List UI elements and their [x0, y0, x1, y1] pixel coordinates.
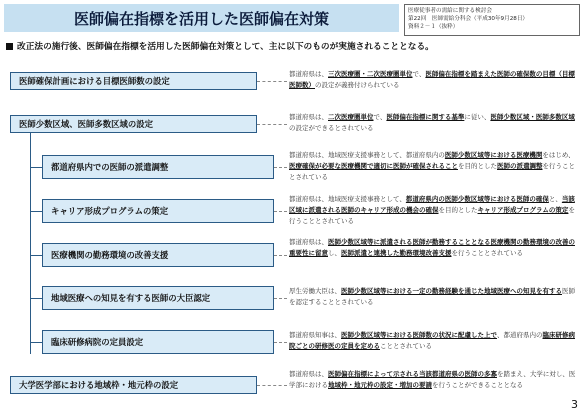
emphasis-text: 医師少数区域等における医療機関: [444, 151, 543, 159]
emphasis-text: 臨床研修病院ごとの研修医の定員を定める: [289, 331, 575, 350]
leader-line: [274, 342, 287, 343]
item-label: 臨床研修病院の定員設定: [51, 337, 144, 347]
description-text: と、: [548, 195, 562, 203]
description-text: 医師を認定することとされている: [289, 287, 575, 306]
description-text: で、: [373, 113, 387, 121]
item-label: 医療機関の勤務環境の改善支援: [51, 250, 169, 260]
intro-text: 改正法の施行後、医師偏在指標を活用した医師偏在対策として、主に以下のものが実施されることとなる。: [17, 42, 434, 52]
source-box: [404, 4, 580, 36]
emphasis-text: 医師少数区域等における一定の勤務経験を通じた地域医療への知見を有する: [341, 287, 562, 295]
item-label: 大学医学部における地域枠・地元枠の設定: [19, 380, 179, 390]
item-label: 医師少数区域、医師多数区域の設定: [19, 119, 153, 129]
emphasis-text: 医師偏在指標によって示される当該都道府県の医師の多寡: [328, 370, 497, 378]
emphasis-text: 都道府県内の医師少数区域等における医師の確保: [405, 195, 549, 203]
description-text: 都道府県は、地域医療支援事務として、都道府県内の: [289, 151, 445, 159]
item-box-career-program: [42, 199, 274, 223]
emphasis-text: 医師偏在指標に関する基準: [386, 113, 465, 121]
square-bullet-icon: [6, 43, 13, 50]
description-text: 厚生労働大臣は、: [289, 287, 341, 295]
emphasis-text: 二次医療圏単位: [328, 113, 374, 121]
intro: [6, 40, 580, 52]
emphasis-text: 地域枠・地元枠の設定・増加の要請: [328, 381, 432, 389]
item-description: [289, 286, 579, 308]
description-text: をはじめ、: [542, 151, 575, 159]
emphasis-text: 医師派遣と連携した勤務環境改善支援: [341, 249, 452, 257]
emphasis-text: 医師少数区域・医師多数区域: [490, 113, 575, 121]
item-description: [289, 237, 579, 259]
item-box-area-setting: [10, 115, 257, 133]
emphasis-text: 医師少数区域等に派遣される医師が勤務することとなる医療機関の勤務環境の改善の重要性に留意: [289, 238, 575, 257]
description-text: を行うこととされている: [451, 249, 523, 257]
description-text: を行うこととされている: [289, 162, 575, 181]
description-text: で、: [412, 70, 426, 78]
description-text: 都道府県知事は、: [289, 331, 341, 339]
item-box-residency-quota: [42, 330, 274, 354]
description-text: 都道府県は、: [289, 70, 328, 78]
description-text: 都道府県は、: [289, 370, 328, 378]
branch-connector: [30, 167, 42, 168]
emphasis-text: 医師の派遣調整: [497, 162, 543, 170]
tree-connector: [30, 131, 31, 354]
item-box-target-doctors: [10, 72, 257, 90]
description-text: に従い、: [464, 113, 491, 121]
description-text: し、: [328, 249, 341, 257]
item-description: [289, 369, 579, 391]
leader-line: [257, 124, 287, 125]
emphasis-text: キャリア形成プログラムの策定: [477, 206, 569, 214]
leader-line: [274, 298, 287, 299]
branch-connector: [30, 255, 42, 256]
item-box-minister-cert: [42, 286, 274, 310]
emphasis-text: 医療確保が必要な医療機関で適切に医師が確保されること: [289, 162, 458, 170]
description-text: を行うこととされている: [289, 206, 575, 225]
item-box-university-quota: [10, 376, 257, 394]
description-text: を目的とした: [438, 206, 478, 214]
emphasis-text: 当該区域に派遣される医師のキャリア形成の機会の確保: [289, 195, 575, 214]
leader-line: [257, 81, 287, 82]
description-text: 都道府県は、: [289, 113, 328, 121]
description-text: を行うことができることとなる: [432, 381, 523, 389]
item-box-dispatch: [42, 155, 274, 179]
description-text: 都道府県は、: [289, 238, 328, 246]
branch-connector: [30, 211, 42, 212]
emphasis-text: 三次医療圏・二次医療圏単位: [328, 70, 413, 78]
title-bar: [4, 4, 399, 32]
description-text: こととされている: [380, 342, 432, 350]
emphasis-text: 医師少数区域等における医師数の状況に配慮した上で: [341, 331, 497, 339]
item-description: [289, 330, 579, 352]
page-number: 3: [571, 398, 578, 411]
branch-connector: [30, 298, 42, 299]
description-text: 都道府県は、地域医療支援事務として、: [289, 195, 406, 203]
leader-line: [274, 255, 287, 256]
page-title: 医師偏在指標を活用した医師偏在対策: [73, 9, 329, 28]
leader-line: [257, 385, 287, 386]
item-description: [289, 69, 579, 91]
description-text: 、都道府県内の: [497, 331, 543, 339]
item-label: 都道府県内での医師の派遣調整: [51, 162, 169, 172]
source-line: 医療従事者の需給に関する検討会: [408, 8, 492, 14]
leader-line: [274, 167, 287, 168]
leader-line: [274, 211, 287, 212]
description-text: を目的とした: [458, 162, 497, 170]
source-line: 第22回 医師需給分科会（平成30年9月28日）: [408, 16, 529, 22]
item-label: 地域医療への知見を有する医師の大臣認定: [51, 293, 211, 303]
item-description: [289, 150, 579, 183]
item-description: [289, 194, 579, 227]
source-line: 資料２－１（抜粋）: [408, 24, 459, 30]
description-text: の設定が義務付けられている: [315, 81, 400, 89]
item-label: 医師確保計画における目標医師数の設定: [19, 76, 170, 86]
emphasis-text: 医師偏在指標を踏まえた医師の確保数の目標（目標医師数）: [289, 70, 575, 89]
item-label: キャリア形成プログラムの策定: [51, 206, 169, 216]
description-text: を踏まえ、大学に対し、医学部における: [289, 370, 576, 389]
item-description: [289, 112, 579, 134]
description-text: の設定ができるとされている: [289, 124, 374, 132]
branch-connector: [30, 342, 42, 343]
item-box-work-environment: [42, 243, 274, 267]
